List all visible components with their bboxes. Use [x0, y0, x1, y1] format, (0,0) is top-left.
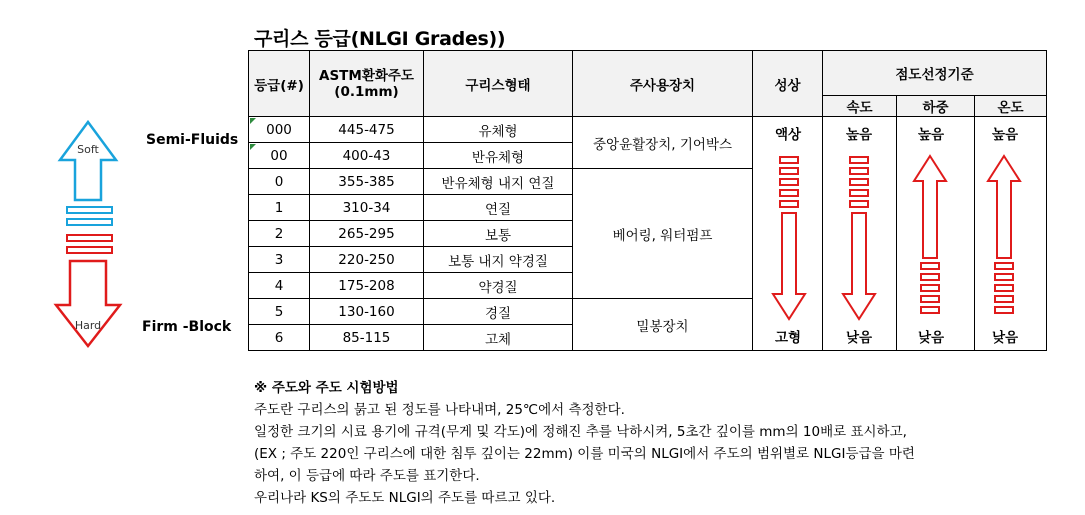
soft-scale-bar: [67, 207, 112, 213]
nlgi-grades-table: [248, 50, 1047, 351]
speed-bottom-label: 낮음: [845, 330, 873, 346]
notes-line: (EX ; 주도 220인 구리스에 대한 침투 깊이는 22mm) 이를 미국의 NLGI에서 주도의 범위별로 NLGI등급을 마련: [254, 446, 915, 462]
load-top-label: 높음: [917, 127, 945, 143]
form-cell: 고체: [424, 325, 573, 351]
device-cell-central: 중앙윤활장치, 기어박스: [573, 117, 753, 169]
notes-heading: ※ 주도와 주도 시험방법: [254, 380, 399, 396]
astm-cell: 400-43: [310, 143, 424, 169]
form-cell: 보통 내지 약경질: [424, 247, 573, 273]
cell-marker-icon: [250, 118, 256, 124]
device-header: 주사용장치: [573, 51, 753, 117]
grade-cell: 6: [249, 325, 310, 351]
grade-cell: 3: [249, 247, 310, 273]
grade-cell: 0: [249, 169, 310, 195]
astm-cell: 85-115: [310, 325, 424, 351]
astm-header-line2: (0.1mm): [334, 83, 399, 100]
grade-cell: 2: [249, 221, 310, 247]
astm-header: [310, 51, 424, 117]
form-cell: 유체형: [424, 117, 573, 143]
form-cell: 경질: [424, 299, 573, 325]
speed-column: [823, 117, 897, 351]
soft-scale-bar: [67, 219, 112, 225]
grade-cell: 5: [249, 299, 310, 325]
astm-cell: 310-34: [310, 195, 424, 221]
form-header: 구리스형태: [424, 51, 573, 117]
grade-cell: 1: [249, 195, 310, 221]
astm-cell: 445-475: [310, 117, 424, 143]
form-cell: 연질: [424, 195, 573, 221]
temp-bottom-label: 낮음: [991, 330, 1019, 346]
soft-label: Soft: [77, 143, 99, 156]
astm-cell: 220-250: [310, 247, 424, 273]
hard-scale-bar: [67, 247, 112, 253]
temp-top-label: 높음: [991, 127, 1019, 143]
firm-block-label: Firm -Block: [142, 319, 232, 335]
page-title: 구리스 등급(NLGI Grades)): [254, 28, 506, 50]
notes-line: 하여, 이 등급에 따라 주도를 표기한다.: [254, 468, 480, 484]
property-header: 성상: [753, 51, 823, 117]
notes-line: 우리나라 KS의 주도도 NLGI의 주도를 따르고 있다.: [254, 490, 556, 506]
astm-cell: 175-208: [310, 273, 424, 299]
soft-up-arrow-icon: [60, 122, 116, 200]
astm-header-line1: ASTM환화주도: [319, 67, 414, 84]
device-cell-bearing: 베어링, 워터펌프: [573, 169, 753, 299]
form-cell: 보통: [424, 221, 573, 247]
semi-fluids-label: Semi-Fluids: [146, 132, 239, 148]
property-column: [753, 117, 823, 351]
astm-cell: 355-385: [310, 169, 424, 195]
speed-header: 속도: [823, 96, 897, 117]
load-bottom-label: 낮음: [917, 330, 945, 346]
grade-cell: 00: [249, 143, 310, 169]
device-cell-seal: 밀봉장치: [573, 299, 753, 351]
property-bottom-label: 고형: [774, 330, 802, 346]
hard-down-arrow-icon: [56, 261, 120, 346]
cell-marker-icon: [250, 144, 256, 150]
grade-cell: 000: [249, 117, 310, 143]
grade-cell: 4: [249, 273, 310, 299]
table-row: [249, 117, 1047, 143]
load-column: [897, 117, 975, 351]
form-cell: 약경질: [424, 273, 573, 299]
temp-column: [975, 117, 1047, 351]
soft-hard-scale: [0, 0, 160, 360]
criteria-header: 점도선정기준: [823, 51, 1047, 96]
grade-header: 등급(#): [249, 51, 310, 117]
hard-label: Hard: [74, 319, 102, 332]
astm-cell: 130-160: [310, 299, 424, 325]
notes-section: [254, 377, 915, 509]
form-cell: 반유체형 내지 연질: [424, 169, 573, 195]
notes-line: 일정한 크기의 시료 용기에 규격(무게 및 각도)에 정해진 추를 낙하시켜, 5초간 깊이를 mm의 10배로 표시하고,: [254, 424, 907, 440]
notes-line: 주도란 구리스의 묽고 된 정도를 나타내며, 25℃에서 측정한다.: [254, 402, 625, 418]
astm-cell: 265-295: [310, 221, 424, 247]
speed-top-label: 높음: [845, 127, 873, 143]
temp-header: 온도: [975, 96, 1047, 117]
load-header: 하중: [897, 96, 975, 117]
property-top-label: 액상: [774, 127, 802, 143]
form-cell: 반유체형: [424, 143, 573, 169]
hard-scale-bar: [67, 235, 112, 241]
